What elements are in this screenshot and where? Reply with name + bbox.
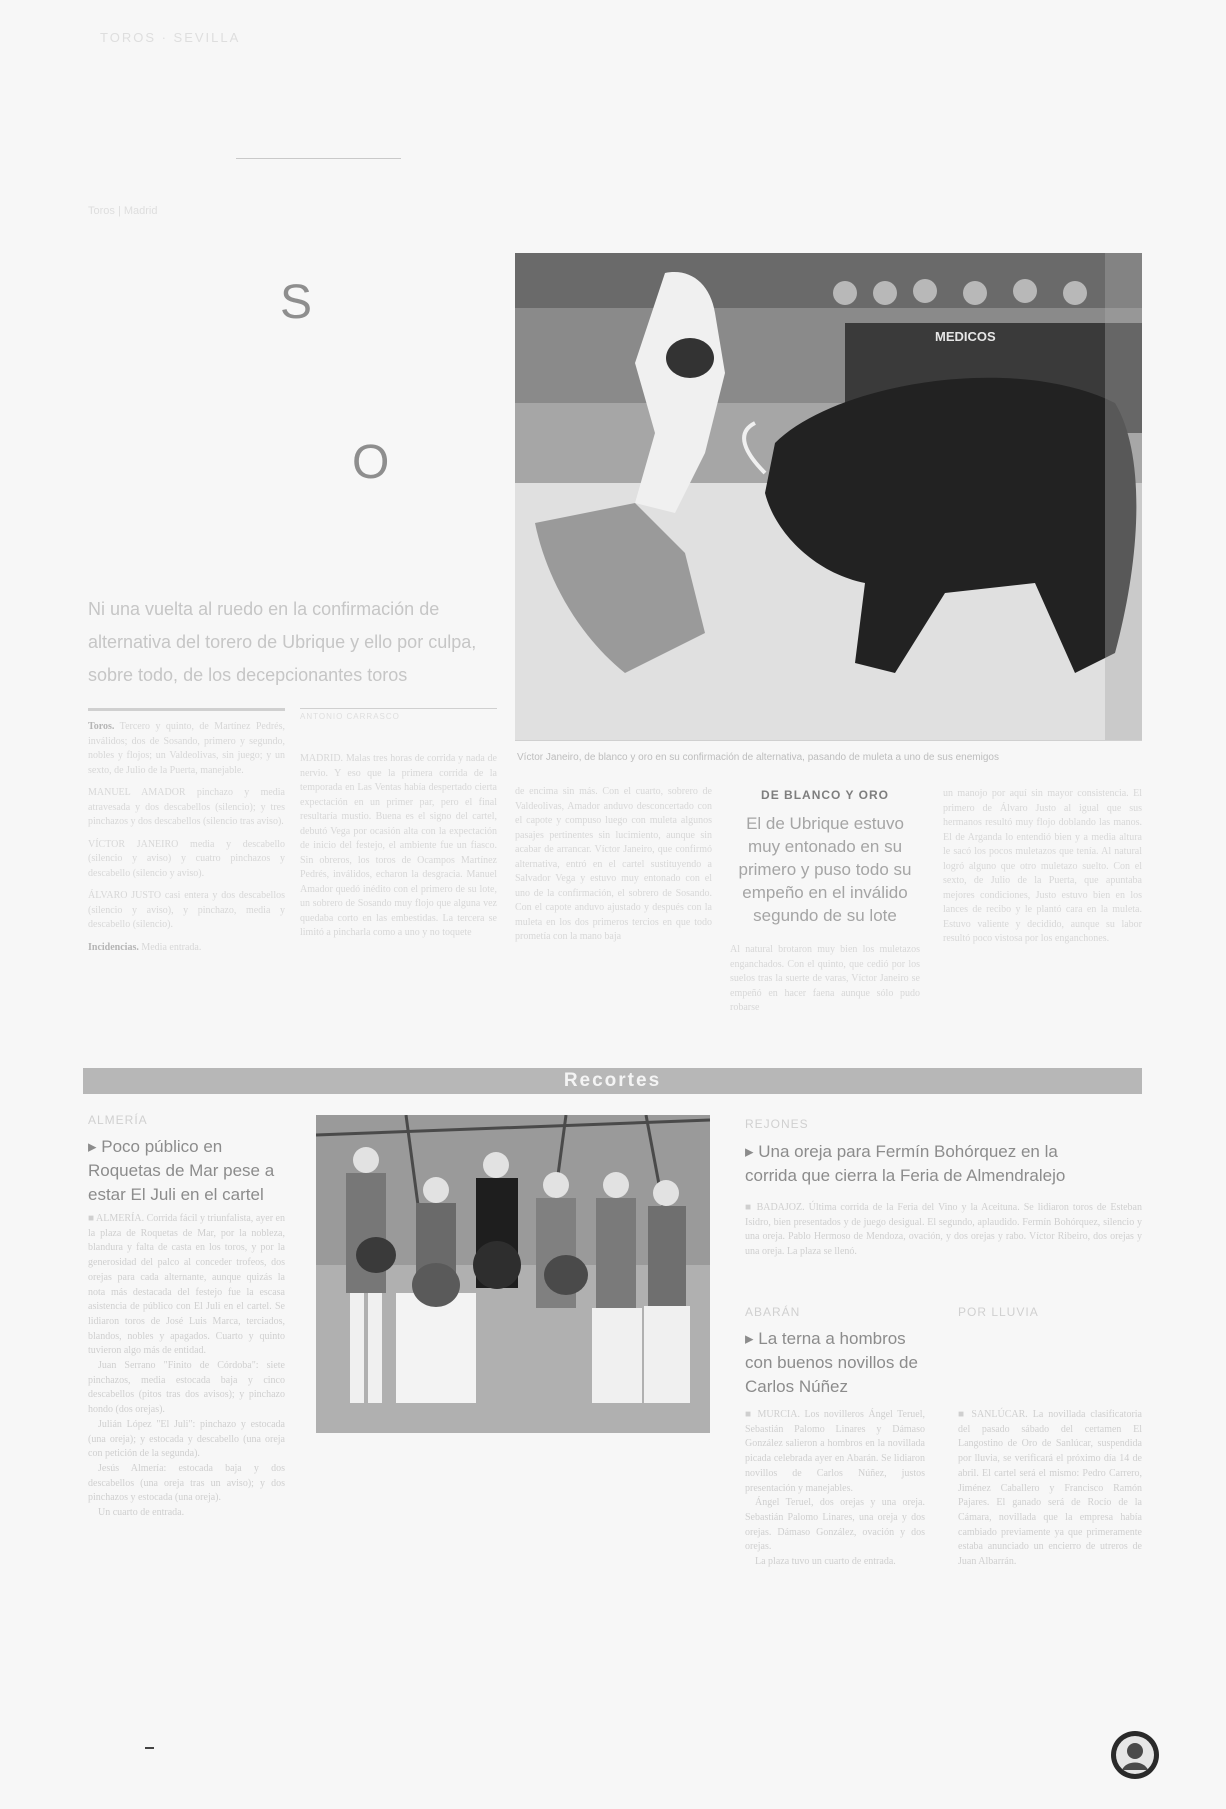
brief-paragraph: Ángel Teruel, dos orejas y una oreja. Sebastián Palomo Linares, una oreja y dos orejas. Dámaso González, ovación y dos orejas.: [745, 1497, 925, 1553]
toreros-group-photo: [316, 1115, 710, 1433]
byline: ANTONIO CARRASCO: [300, 712, 400, 721]
brief-paragraph: Jesús Almería: estocada baja y dos descabellos (una oreja tras un aviso); y dos pinchazos y estocada (una oreja).: [88, 1462, 285, 1504]
subheadline: Ni una vuelta al ruedo en la confirmación de alternativa del torero de Ubrique y ello por culpa, sobre todo, de los decepcionantes toros: [88, 599, 477, 685]
headline-fragment: S: [280, 276, 313, 329]
section-label: Toros | Madrid: [88, 205, 158, 217]
barrier-sign: MEDICOS: [935, 329, 996, 344]
headline-fragment: O: [352, 436, 390, 489]
header-rule: [236, 158, 401, 159]
brief-headline-rejones: ▸ Una oreja para Fermín Bohórquez en la corrida que cierra la Feria de Almendralejo: [745, 1142, 1066, 1185]
article-column-4: Al natural brotaron muy bien los muletazos enganchados. Con el quinto, que cedió por los suelos tras la suerte de varas, Víctor Janeiro se empeñó en hacer faena aunque sólo pudo robarse: [730, 944, 920, 1013]
pull-quote: El de Ubrique estuvo muy entonado en su primero y puso todo su empeño en el inválido segundo de su lote: [738, 814, 912, 925]
brief-body-lluvia: ■ SANLÚCAR. La novillada clasificatoria del pasado sábado del certamen El Langostino de Oro de Sanlúcar, suspendida por lluvia, se verificará el próximo día 14 de abril. El cartel será el mismo: Pedro Carrero, Jiménez Caballero y Francisco Ramón Pajares. El ganado será de Rocío de la Cámara, novillada que la empresa había cambiado previamente ya que primeramente estaba anunciado un encierro de utreros de Juan Albarrán.: [958, 1409, 1142, 1568]
brief-kicker-rejones: REJONES: [745, 1117, 809, 1131]
photo-caption: Víctor Janeiro, de blanco y oro en su confirmación de alternativa, pasando de muleta a uno de sus enemigos: [517, 752, 999, 763]
brief-body-almeria: [88, 1212, 285, 1521]
page-section-label: TOROS · SEVILLA: [100, 30, 241, 45]
brief-kicker-abaran: ABARÁN: [745, 1305, 801, 1319]
brief-paragraph: Un cuarto de entrada.: [98, 1507, 185, 1519]
record-matador-2: VÍCTOR JANEIRO media y descabello (silencio y aviso) y cuatro pinchazos y descabello (silencio y aviso).: [88, 838, 285, 879]
brief-paragraph: ■ MURCIA. Los novilleros Ángel Teruel, Sebastián Palomo Linares y Dámaso González salieron a hombros en la novillada picada celebrada ayer en Abarán. Se lidiaron novillos de Carlos Núñez, justos presentación y manejables.: [745, 1409, 925, 1494]
byline-rule: [300, 708, 497, 709]
brief-body-rejones: ■ BADAJOZ. Última corrida de la Feria del Vino y la Aceituna. Se lidiaron toros de Esteban Isidro, bien presentados y de juego desigual. El segundo, aplaudido. Fermín Bohórquez, silencio y una oreja. Pablo Hermoso de Mendoza, ovación, y dos orejas y rabo. Víctor Ribeiro, dos orejas y una oreja. La plaza se llenó.: [745, 1202, 1142, 1258]
brief-paragraph: Julián López "El Juli": pinchazo y estocada (una oreja); y estocada y descabello (una oreja con petición de la segunda).: [88, 1418, 285, 1460]
bullfighter-logo-icon: [1110, 1730, 1160, 1780]
record-matador-3: ÁLVARO JUSTO casi entera y dos descabellos (silencio y aviso), y pinchazo, media y descabello (silencio).: [88, 890, 285, 930]
record-matador-1: MANUEL AMADOR pinchazo y media atravesada y dos descabellos (silencio); y tres pinchazos y dos descabellos (silencio tras aviso).: [88, 787, 285, 827]
brief-paragraph: ■ ALMERÍA. Corrida fácil y triunfalista, ayer en la plaza de Roquetas de Mar, por la nobleza, blandura y falta de casta en los toros, y por la generosidad del palco al conceder trofeos, dos orejas para cada alternante, aunque quizás la nota más destacada del festejo fue la escasa asistencia de público con El Juli en el cartel. Se lidiaron toros de José Luis Marca, terciados, blandos, nobles y apagados. Cuarto y quinto tuvieron algo más de entidad.: [88, 1213, 285, 1357]
column-rule: [88, 708, 285, 711]
brief-kicker-lluvia: POR LLUVIA: [958, 1305, 1039, 1319]
bullfight-record: [88, 720, 285, 963]
article-column-2: MADRID. Malas tres horas de corrida y nada de nervio. Y eso que la primera corrida de la temporada en Las Ventas había despertado cierta expectación en un primer par, pero el final resultaría mustio. Buena es el signo del cartel, debutó Vega por ocasión alta con la expectación de inicio del festejo, el ambiente fue un fiasco. Sin obreros, los toros de Ocampos Martínez Pedrés, inválidos, echaron la desgracia. Manuel Amador quedó inédito con el primero de su lote, un sobrero de Sosando muy flojo que alguna vez quedaba corto en las embestidas. La tercera se limitó a pincharla como a uno y no toquete: [300, 753, 497, 938]
article-column-5: un manojo por aquí sin mayor consistencia. El primero de Álvaro Justo al igual que sus hermanos resultó muy flojo doblando las manos. El de Arganda lo entendió bien y a media altura le sacó los pocos muletazos que tenía. Al natural logró alguno que otro muletazo suelto. Con el sexto, de Julio de la Puerta, que apuntaba mejores condiciones, Justo estuvo bien en los lances de recibo y le plantó cara en la muleta. Estuvo valiente y decidido, aunque su labor resultó poco vistosa por los enganchones.: [943, 788, 1142, 944]
brief-kicker-almeria: ALMERÍA: [88, 1113, 148, 1127]
brief-headline-almeria: ▸ Poco público en Roquetas de Mar pese a estar El Juli en el cartel: [88, 1137, 275, 1204]
record-label-incidencias: Incidencias.: [88, 941, 139, 953]
pull-quote-kicker: DE BLANCO Y ORO: [761, 788, 889, 802]
brief-body-abaran: [745, 1408, 925, 1570]
record-incidencias: Media entrada.: [141, 941, 202, 953]
brief-paragraph: La plaza tuvo un cuarto de entrada.: [755, 1556, 896, 1568]
page-marker: [145, 1747, 154, 1749]
brief-paragraph: Juan Serrano "Finito de Córdoba": siete pinchazos, media estocada baja y cinco descabellos (pitos tras dos avisos); y pinchazo hondo (dos orejas).: [88, 1360, 285, 1416]
record-toros: Tercero y quinto, de Martínez Pedrés, inválidos; dos de Sosando, primero y segundo, nobles y flojos; un Valdeolivas, sin juego; y un sexto, de Julio de la Puerta, manejable.: [88, 721, 285, 776]
recortes-section-bar: Recortes: [83, 1068, 1142, 1094]
article-column-3: de encima sin más. Con el cuarto, sobrero de Valdeolivas, Amador anduvo desconcertado con el capote y compuso luego con muleta algunos pasajes pertinentes sin lucimiento, aunque sin acabar de arrancar. Víctor Janeiro, que confirmó alternativa, entró en el cartel sustituyendo a Salvador Vega y estuvo muy entonado con el uno de la confirmación, el sobrero de Sosando. Con el capote anduvo ajustado y después con la muleta en los dos primeros tercios en que todo prometía con la mano baja: [515, 786, 712, 942]
record-label-toros: Toros.: [88, 721, 115, 732]
brief-headline-abaran: ▸ La terna a hombros con buenos novillos de Carlos Núñez: [745, 1329, 918, 1396]
caption-rule: [515, 740, 1142, 741]
bullfight-photo: [515, 253, 1142, 741]
